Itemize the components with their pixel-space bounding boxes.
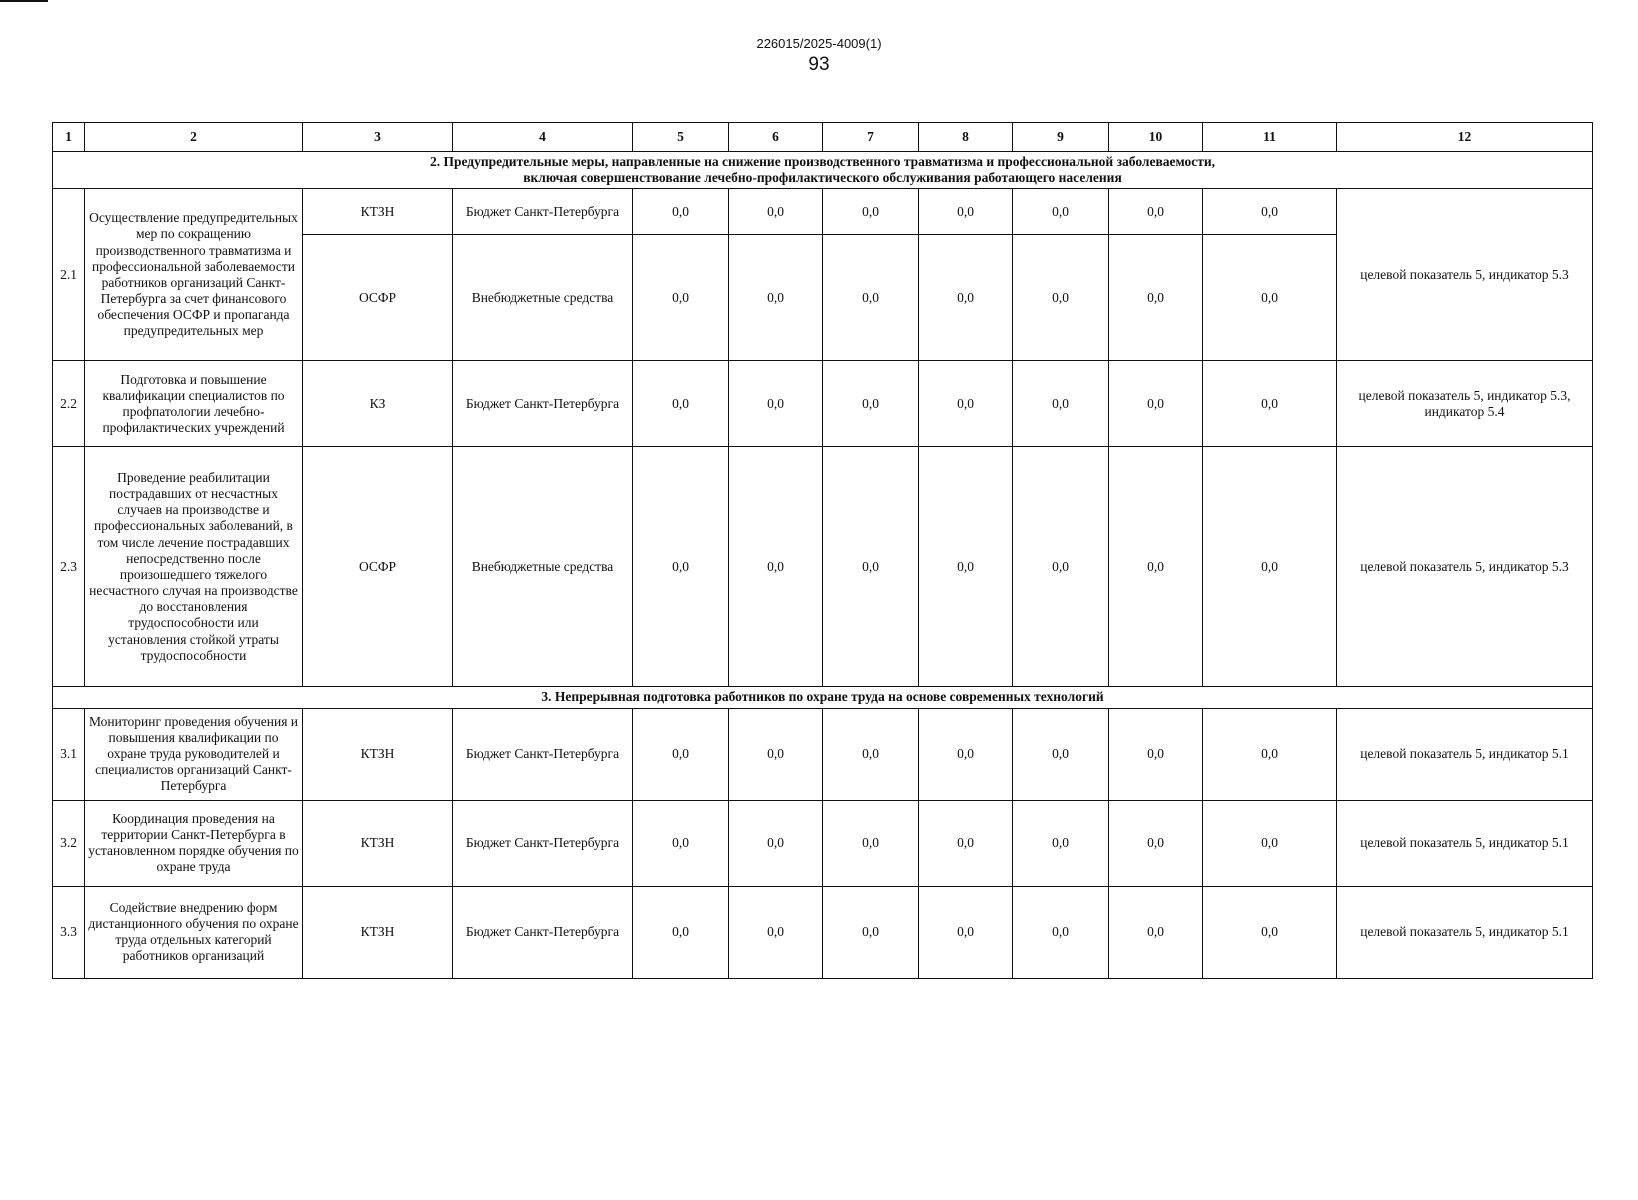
- funding-source-cell: Внебюджетные средства: [453, 447, 633, 687]
- value-cell: 0,0: [919, 361, 1013, 447]
- value-cell: 0,0: [633, 447, 729, 687]
- indicator-cell: целевой показатель 5, индикатор 5.1: [1337, 708, 1593, 800]
- indicator-cell: целевой показатель 5, индикатор 5.1: [1337, 886, 1593, 978]
- value-cell: 0,0: [1109, 235, 1203, 361]
- value-cell: 0,0: [1203, 886, 1337, 978]
- value-cell: 0,0: [1013, 361, 1109, 447]
- funding-source-cell: Бюджет Санкт-Петербурга: [453, 189, 633, 235]
- value-cell: 0,0: [919, 235, 1013, 361]
- value-cell: 0,0: [1109, 800, 1203, 886]
- value-cell: 0,0: [823, 800, 919, 886]
- column-header: 5: [633, 123, 729, 152]
- executor-cell: КТЗН: [303, 708, 453, 800]
- column-header: 4: [453, 123, 633, 152]
- value-cell: 0,0: [729, 708, 823, 800]
- value-cell: 0,0: [1109, 886, 1203, 978]
- executor-cell: КЗ: [303, 361, 453, 447]
- value-cell: 0,0: [729, 361, 823, 447]
- measure-description: Подготовка и повышение квалификации специалистов по профпатологии лечебно-профилактических учреждений: [85, 361, 303, 447]
- measure-description: Проведение реабилитации пострадавших от несчастных случаев на производстве и профессиональных заболеваний, в том числе лечение пострадавших непосредственно после произошедшего тяжелого несчастного случая на производстве до восстановления трудоспособности или установления стойкой утраты трудоспособности: [85, 447, 303, 687]
- value-cell: 0,0: [823, 235, 919, 361]
- value-cell: 0,0: [1013, 708, 1109, 800]
- value-cell: 0,0: [1203, 447, 1337, 687]
- table-row: [53, 189, 1593, 235]
- value-cell: 0,0: [633, 886, 729, 978]
- column-header: 6: [729, 123, 823, 152]
- executor-cell: КТЗН: [303, 886, 453, 978]
- column-header: 7: [823, 123, 919, 152]
- value-cell: 0,0: [633, 708, 729, 800]
- column-header: 3: [303, 123, 453, 152]
- row-number: 2.2: [53, 361, 85, 447]
- column-header: 1: [53, 123, 85, 152]
- column-header: 2: [85, 123, 303, 152]
- measure-description: Осуществление предупредительных мер по сокращению производственного травматизма и профессиональной заболеваемости работников организаций Санкт-Петербурга за счет финансового обеспечения ОСФР и пропаганда предупредительных мер: [85, 189, 303, 361]
- column-header: 12: [1337, 123, 1593, 152]
- measure-description: Координация проведения на территории Санкт-Петербурга в установленном порядке обучения по охране труда: [85, 800, 303, 886]
- row-number: 2.1: [53, 189, 85, 361]
- value-cell: 0,0: [1013, 886, 1109, 978]
- table-row: [53, 708, 1593, 800]
- program-table: [52, 122, 1593, 979]
- value-cell: 0,0: [919, 800, 1013, 886]
- row-number: 2.3: [53, 447, 85, 687]
- value-cell: 0,0: [1013, 235, 1109, 361]
- column-header: 10: [1109, 123, 1203, 152]
- section-2-heading: [53, 152, 1593, 189]
- table-row: [53, 800, 1593, 886]
- value-cell: 0,0: [633, 800, 729, 886]
- table-row: [53, 361, 1593, 447]
- executor-cell: ОСФР: [303, 235, 453, 361]
- value-cell: 0,0: [1013, 189, 1109, 235]
- value-cell: 0,0: [823, 708, 919, 800]
- column-header: 9: [1013, 123, 1109, 152]
- value-cell: 0,0: [823, 361, 919, 447]
- value-cell: 0,0: [823, 447, 919, 687]
- executor-cell: КТЗН: [303, 189, 453, 235]
- value-cell: 0,0: [1109, 708, 1203, 800]
- value-cell: 0,0: [1203, 800, 1337, 886]
- row-number: 3.1: [53, 708, 85, 800]
- row-number: 3.3: [53, 886, 85, 978]
- funding-source-cell: Бюджет Санкт-Петербурга: [453, 361, 633, 447]
- value-cell: 0,0: [729, 235, 823, 361]
- table-row: [53, 886, 1593, 978]
- column-header: 11: [1203, 123, 1337, 152]
- indicator-cell: целевой показатель 5, индикатор 5.3, индикатор 5.4: [1337, 361, 1593, 447]
- value-cell: 0,0: [823, 886, 919, 978]
- funding-source-cell: Бюджет Санкт-Петербурга: [453, 886, 633, 978]
- section-2-title-line2: включая совершенствование лечебно-профилактического обслуживания работающего населения: [523, 170, 1122, 186]
- value-cell: 0,0: [729, 189, 823, 235]
- measure-description: Содействие внедрению форм дистанционного обучения по охране труда отдельных категорий работников организаций: [85, 886, 303, 978]
- value-cell: 0,0: [729, 800, 823, 886]
- indicator-cell: целевой показатель 5, индикатор 5.3: [1337, 447, 1593, 687]
- value-cell: 0,0: [1013, 800, 1109, 886]
- measure-description: Мониторинг проведения обучения и повышения квалификации по охране труда руководителей и специалистов организаций Санкт-Петербурга: [85, 708, 303, 800]
- value-cell: 0,0: [1013, 447, 1109, 687]
- section-3-heading: 3. Непрерывная подготовка работников по охране труда на основе современных технологий: [53, 687, 1593, 708]
- executor-cell: КТЗН: [303, 800, 453, 886]
- column-number-row: [53, 123, 1593, 152]
- column-header: 8: [919, 123, 1013, 152]
- value-cell: 0,0: [919, 189, 1013, 235]
- value-cell: 0,0: [1109, 189, 1203, 235]
- funding-source-cell: Бюджет Санкт-Петербурга: [453, 708, 633, 800]
- value-cell: 0,0: [1203, 361, 1337, 447]
- corner-mark: [0, 0, 48, 2]
- value-cell: 0,0: [919, 447, 1013, 687]
- value-cell: 0,0: [823, 189, 919, 235]
- value-cell: 0,0: [633, 235, 729, 361]
- section-2-heading-row: [53, 152, 1593, 189]
- value-cell: 0,0: [1203, 708, 1337, 800]
- value-cell: 0,0: [633, 361, 729, 447]
- value-cell: 0,0: [1203, 189, 1337, 235]
- value-cell: 0,0: [919, 886, 1013, 978]
- indicator-cell: целевой показатель 5, индикатор 5.1: [1337, 800, 1593, 886]
- value-cell: 0,0: [1109, 361, 1203, 447]
- value-cell: 0,0: [729, 447, 823, 687]
- value-cell: 0,0: [1203, 235, 1337, 361]
- row-number: 3.2: [53, 800, 85, 886]
- executor-cell: ОСФР: [303, 447, 453, 687]
- value-cell: 0,0: [1109, 447, 1203, 687]
- page-number: 93: [808, 54, 830, 75]
- section-2-title-line1: 2. Предупредительные меры, направленные на снижение производственного травматизма и профессиональной заболеваемости,: [429, 154, 1216, 169]
- funding-source-cell: Внебюджетные средства: [453, 235, 633, 361]
- value-cell: 0,0: [729, 886, 823, 978]
- value-cell: 0,0: [919, 708, 1013, 800]
- funding-source-cell: Бюджет Санкт-Петербурга: [453, 800, 633, 886]
- table-row: [53, 447, 1593, 687]
- value-cell: 0,0: [633, 189, 729, 235]
- document-id: 226015/2025-4009(1): [756, 36, 882, 51]
- section-3-heading-row: [53, 687, 1593, 708]
- indicator-cell: целевой показатель 5, индикатор 5.3: [1337, 189, 1593, 361]
